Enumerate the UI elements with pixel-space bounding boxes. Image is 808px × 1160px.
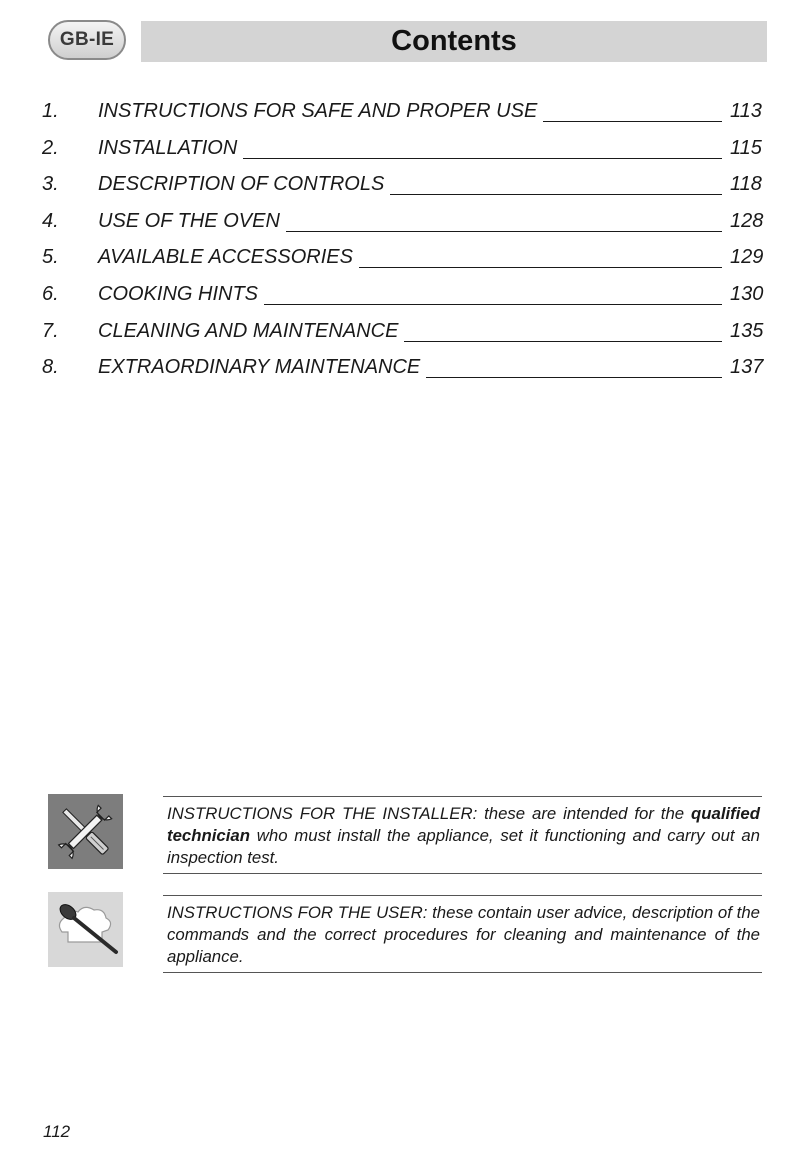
installer-note-text-end: who must install the appliance, set it functioning and carry out an inspection test. xyxy=(167,826,760,867)
toc-page-number: 129 xyxy=(730,246,764,269)
toc-number: 4. xyxy=(42,209,59,232)
toc-title: COOKING HINTS xyxy=(98,282,259,305)
toc-title: USE OF THE OVEN xyxy=(98,209,280,232)
toc-number: 6. xyxy=(42,282,59,305)
table-of-contents xyxy=(0,93,808,386)
toc-leader-line xyxy=(243,158,722,159)
toc-page-number: 118 xyxy=(730,173,762,196)
toc-number: 8. xyxy=(42,356,59,379)
installer-note-bold: qualified technician xyxy=(167,804,760,845)
installer-note-text: INSTRUCTIONS FOR THE INSTALLER: these are intended for the xyxy=(167,804,691,823)
toc-page-number: 113 xyxy=(730,100,762,122)
toc-title-line xyxy=(98,313,722,349)
toc-entry[interactable] xyxy=(0,93,808,130)
toc-leader-line xyxy=(543,121,722,122)
spoon-chef-hat-icon xyxy=(48,892,123,967)
page-title: Contents xyxy=(141,21,767,62)
region-badge: GB-IE xyxy=(48,20,126,60)
toc-leader-line xyxy=(286,231,722,232)
user-note-text: INSTRUCTIONS FOR THE USER: these contain user advice, description of the commands and the correct procedures for cleaning and maintenance of the appliance. xyxy=(167,903,760,966)
page-number: 112 xyxy=(43,1122,71,1141)
toc-page-number: 137 xyxy=(730,356,764,379)
toc-title-line xyxy=(98,166,722,202)
toc-number: 2. xyxy=(42,136,59,159)
toc-entry[interactable] xyxy=(0,276,808,313)
toc-title-line xyxy=(98,93,722,129)
toc-title: AVAILABLE ACCESSORIES xyxy=(98,246,353,269)
toc-entry[interactable] xyxy=(0,349,808,386)
toc-title: DESCRIPTION OF CONTROLS xyxy=(98,173,385,196)
toc-title-line xyxy=(98,203,722,239)
user-instructions-note xyxy=(163,895,762,973)
toc-title-line xyxy=(98,349,722,385)
toc-title-line xyxy=(98,130,722,166)
toc-leader-line xyxy=(404,341,722,342)
toc-leader-line xyxy=(426,377,722,378)
toc-title-line xyxy=(98,276,722,312)
toc-entry[interactable] xyxy=(0,313,808,350)
toc-title: INSTRUCTIONS FOR SAFE AND PROPER USE xyxy=(98,100,538,122)
toc-title-line xyxy=(98,239,722,275)
toc-title: CLEANING AND MAINTENANCE xyxy=(98,319,399,342)
toc-page-number: 128 xyxy=(730,209,764,232)
toc-number: 5. xyxy=(42,246,59,269)
toc-entry[interactable] xyxy=(0,166,808,203)
toc-leader-line xyxy=(390,194,722,195)
toc-number: 3. xyxy=(42,173,59,196)
toc-title: EXTRAORDINARY MAINTENANCE xyxy=(98,356,421,379)
toc-number: 1. xyxy=(42,100,59,122)
installer-instructions-note xyxy=(163,796,762,874)
toc-page-number: 135 xyxy=(730,319,764,342)
toc-page-number: 130 xyxy=(730,282,764,305)
toc-leader-line xyxy=(264,304,722,305)
toc-title: INSTALLATION xyxy=(98,136,238,159)
wrench-screwdriver-icon xyxy=(48,794,123,869)
toc-number: 7. xyxy=(42,319,59,342)
toc-leader-line xyxy=(359,267,722,268)
toc-entry[interactable] xyxy=(0,130,808,167)
toc-page-number: 115 xyxy=(730,136,762,159)
toc-entry[interactable] xyxy=(0,203,808,240)
toc-entry[interactable] xyxy=(0,239,808,276)
